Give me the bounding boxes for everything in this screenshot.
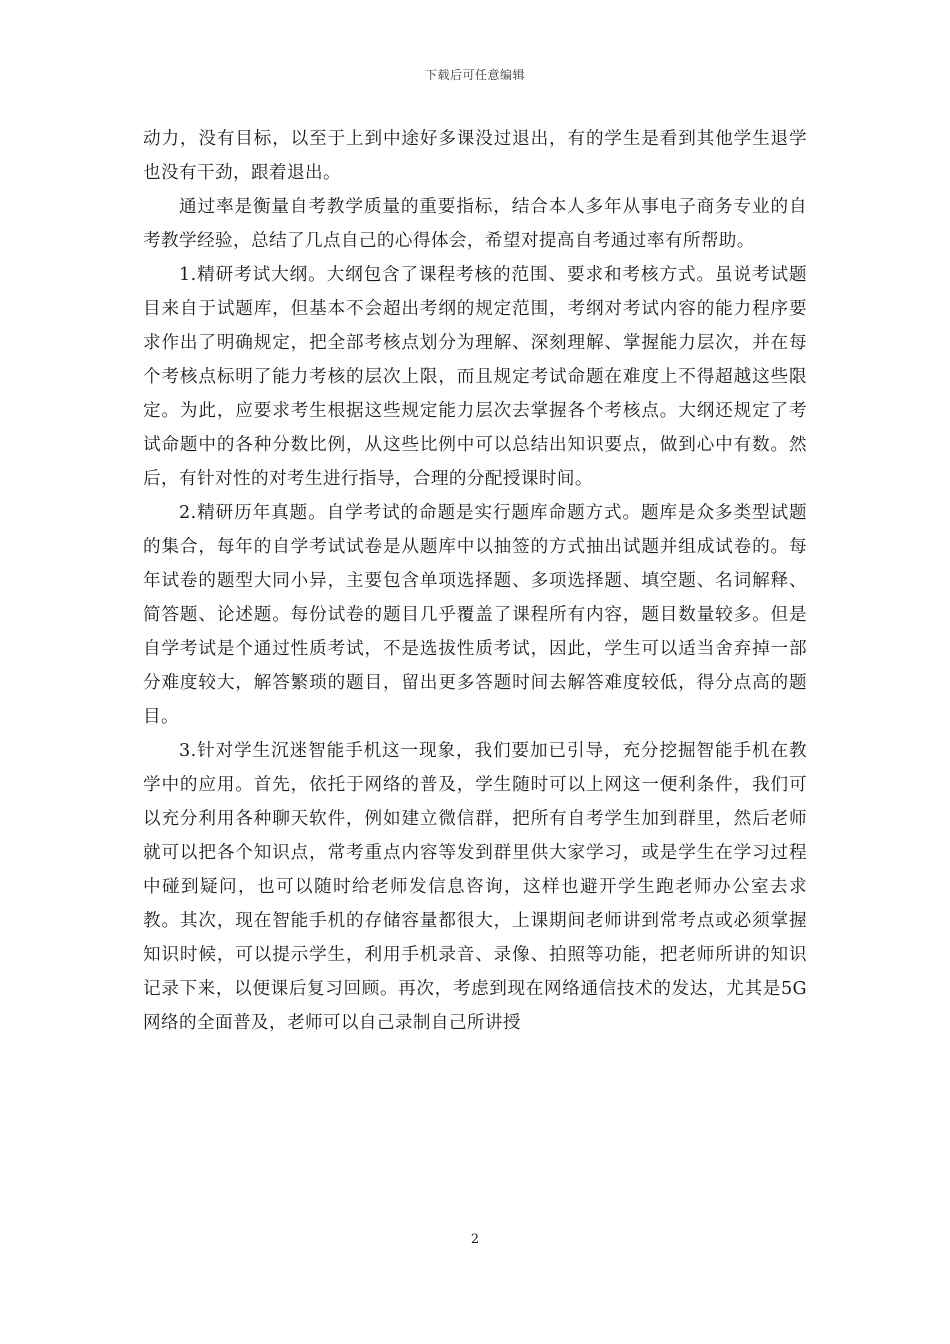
paragraph-intro: 通过率是衡量自考教学质量的重要指标，结合本人多年从事电子商务专业的自考教学经验，总结了几点自己的心得体会，希望对提高自考通过率有所帮助。 [143, 197, 807, 251]
body-text [143, 122, 807, 1040]
header-note: 下载后可任意编辑 [424, 68, 525, 82]
paragraph-point-2: 2.精研历年真题。自学考试的命题是实行题库命题方式。题库是众多类型试题的集合，每年的自学考试试卷是从题库中以抽签的方式抽出试题并组成试卷的。每年试卷的题型大同小异，主要包含单项选择题、多项选择题、填空题、名词解释、简答题、论述题。每份试卷的题目几乎覆盖了课程所有内容，题目数量较多。但是自学考试是个通过性质考试，不是选拔性质考试，因此，学生可以适当舍弃掉一部分难度较大，解答繁琐的题目，留出更多答题时间去解答难度较低，得分点高的题目。 [143, 503, 807, 727]
page-number: 2 [470, 1232, 480, 1247]
paragraph-continuation: 动力，没有目标，以至于上到中途好多课没过退出，有的学生是看到其他学生退学也没有干劲，跟着退出。 [143, 129, 807, 183]
paragraph-point-1: 1.精研考试大纲。大纲包含了课程考核的范围、要求和考核方式。虽说考试题目来自于试题库，但基本不会超出考纲的规定范围，考纲对考试内容的能力程序要求作出了明确规定，把全部考核点划分为理解、深刻理解、掌握能力层次，并在每个考核点标明了能力考核的层次上限，而且规定考试命题在难度上不得超越这些限定。为此，应要求考生根据这些规定能力层次去掌握各个考核点。大纲还规定了考试命题中的各种分数比例，从这些比例中可以总结出知识要点，做到心中有数。然后，有针对性的对考生进行指导，合理的分配授课时间。 [143, 265, 807, 489]
paragraph-point-3: 3.针对学生沉迷智能手机这一现象，我们要加已引导，充分挖掘智能手机在教学中的应用。首先，依托于网络的普及，学生随时可以上网这一便利条件，我们可以充分利用各种聊天软件，例如建立微信群，把所有自考学生加到群里，然后老师就可以把各个知识点，常考重点内容等发到群里供大家学习，或是学生在学习过程中碰到疑问，也可以随时给老师发信息咨询，这样也避开学生跑老师办公室去求教。其次，现在智能手机的存储容量都很大，上课期间老师讲到常考点或必须掌握知识时候，可以提示学生，利用手机录音、录像、拍照等功能，把老师所讲的知识记录下来，以便课后复习回顾。再次，考虑到现在网络通信技术的发达，尤其是5G网络的全面普及，老师可以自己录制自己所讲授 [143, 741, 807, 1033]
